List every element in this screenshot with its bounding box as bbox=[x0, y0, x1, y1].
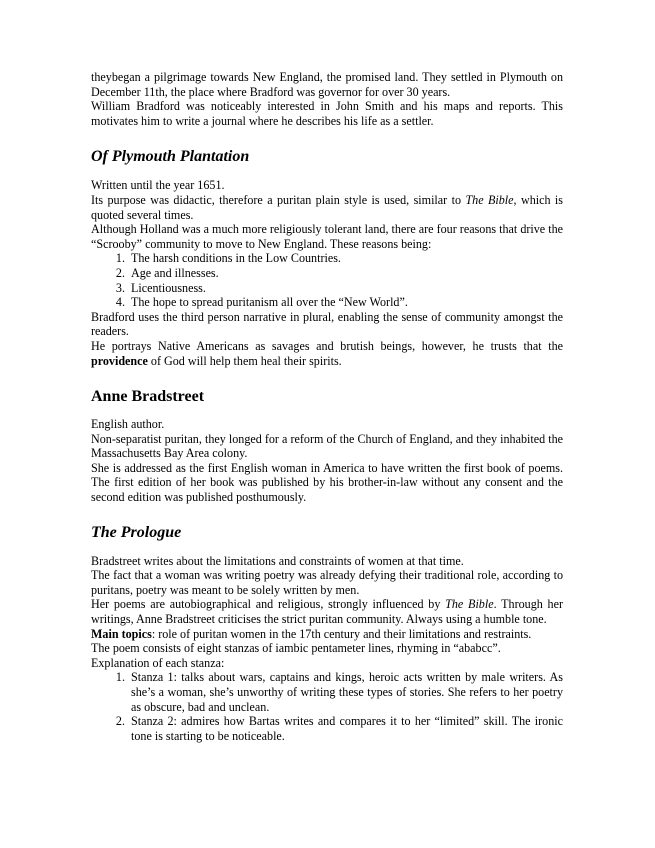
section-heading-bradstreet: Anne Bradstreet bbox=[91, 388, 205, 406]
prologue-paragraph: The poem consists of eight stanzas of iambic pentameter lines, rhyming in “ababcc”. bbox=[91, 641, 501, 656]
bradstreet-paragraph: English author. bbox=[91, 417, 165, 432]
stanza-list bbox=[91, 670, 563, 743]
intro-paragraph: William Bradford was noticeably interested in John Smith and his maps and reports. This motivates him to write a journal where he describes his life as a settler. bbox=[91, 99, 563, 128]
list-item: 1. Stanza 1: talks about wars, captains and kings, heroic acts written by male writers. As she’s a woman, she’s unworthy of writing these types of stories. She refers to her poetry as obscure, bad and unclean. bbox=[128, 670, 563, 714]
plymouth-paragraph: Although Holland was a much more religiously tolerant land, there are four reasons that drive the “Scrooby” community to move to New England. These reasons being: bbox=[91, 222, 563, 251]
page-content bbox=[91, 70, 563, 743]
reasons-list bbox=[91, 251, 563, 309]
section-heading-plymouth: Of Plymouth Plantation bbox=[91, 148, 250, 166]
bradstreet-paragraph: She is addressed as the first English woman in America to have written the first book of poems. The first edition of her book was published by his brother-in-law without any consent and the second edition was published posthumously. bbox=[91, 460, 563, 505]
bible-reference: The Bible bbox=[465, 192, 514, 207]
intro-paragraph: theybegan a pilgrimage towards New England, the promised land. They settled in Plymouth on December 11th, the place where Bradford was governor for over 30 years. bbox=[91, 70, 563, 99]
plymouth-paragraph: Its purpose was didactic, therefore a puritan plain style is used, similar to The Bible, which is quoted several times. bbox=[91, 192, 563, 222]
plymouth-paragraph: Bradford uses the third person narrative in plural, enabling the sense of community amongst the readers. bbox=[91, 309, 563, 339]
prologue-paragraph: Explanation of each stanza: bbox=[91, 655, 225, 670]
main-topics-label: Main topics bbox=[91, 626, 152, 641]
prologue-paragraph: Main topics: role of puritan women in the 17th century and their limitations and restraints. bbox=[91, 626, 532, 641]
prologue-paragraph: The fact that a woman was writing poetry was already defying their traditional role, according to puritans, poetry was meant to be solely written by men. bbox=[91, 568, 563, 597]
list-item: 2. Stanza 2: admires how Bartas writes and compares it to her “limited” skill. The ironic tone is starting to be noticeable. bbox=[128, 714, 563, 743]
list-item: 4. The hope to spread puritanism all over the “New World”. bbox=[128, 295, 563, 310]
list-item: 1. The harsh conditions in the Low Countries. bbox=[128, 251, 563, 266]
prologue-paragraph: Her poems are autobiographical and religious, strongly influenced by The Bible. Through her writings, Anne Bradstreet criticises the strict puritan community. Always using a humble tone. bbox=[91, 597, 563, 627]
bible-reference: The Bible bbox=[445, 597, 494, 612]
list-item: 2. Age and illnesses. bbox=[128, 266, 563, 281]
list-item: 3. Licentiousness. bbox=[128, 281, 563, 296]
bradstreet-paragraph: Non-separatist puritan, they longed for a reform of the Church of England, and they inhabited the Massachusetts Bay Area colony. bbox=[91, 431, 563, 461]
section-heading-prologue: The Prologue bbox=[91, 523, 182, 541]
plymouth-paragraph: Written until the year 1651. bbox=[91, 178, 225, 193]
plymouth-paragraph: He portrays Native Americans as savages and brutish beings, however, he trusts that the providence of God will help them heal their spirits. bbox=[91, 338, 563, 368]
providence-term: providence bbox=[91, 353, 148, 368]
prologue-paragraph: Bradstreet writes about the limitations and constraints of women at that time. bbox=[91, 553, 464, 568]
